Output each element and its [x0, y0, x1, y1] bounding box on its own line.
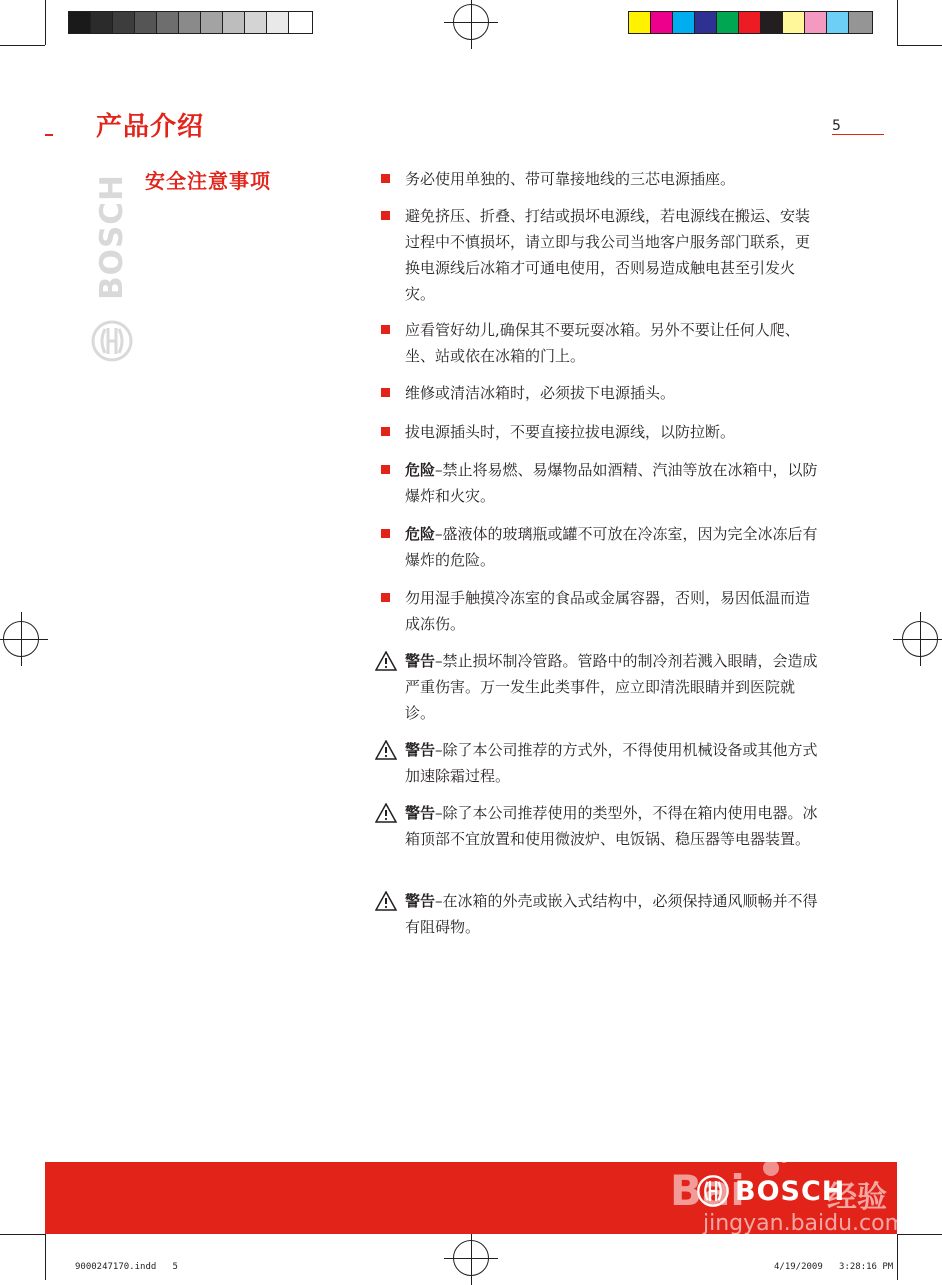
bullet-square-icon — [381, 325, 390, 334]
bullet-square-icon — [381, 211, 390, 220]
list-item: 危险–盛液体的玻璃瓶或罐不可放在冷冻室，因为完全冰冻后有爆炸的危险。 — [375, 521, 820, 573]
warning-triangle-icon — [375, 891, 397, 911]
warning-triangle-icon — [375, 740, 397, 760]
warning-triangle-icon — [375, 803, 397, 823]
bullet-square-icon — [381, 529, 390, 538]
header-left-tick — [45, 134, 53, 136]
list-item: 警告–禁止损坏制冷管路。管路中的制冷剂若溅入眼睛，会造成严重伤害。万一发生此类事件，应立即清洗眼睛并到医院就诊。 — [375, 648, 820, 726]
watermark-paw-icon — [751, 1142, 791, 1182]
section-title: 产品介绍 — [96, 112, 205, 142]
sidebar-brand-vertical — [96, 174, 128, 300]
bullet-square-icon — [381, 174, 390, 183]
list-item: 危险–禁止将易燃、易爆物品如酒精、汽油等放在冰箱中，以防爆炸和火灾。 — [375, 457, 820, 509]
footer-brand: BOSCH — [735, 1176, 846, 1207]
bullet-square-icon — [381, 427, 390, 436]
bullet-square-icon — [381, 388, 390, 397]
header-right-rule — [832, 134, 884, 135]
watermark-url: jingyan.baidu.com — [703, 1211, 907, 1236]
sidebar-brand-text: BOSCH — [94, 173, 130, 300]
list-item: 应看管好幼儿,确保其不要玩耍冰箱。另外不要让任何人爬、坐、站或依在冰箱的门上。 — [375, 317, 820, 369]
footer-band — [45, 1162, 907, 1236]
list-item: 勿用湿手触摸冷冻室的食品或金属容器，否则，易因低温而造成冻伤。 — [375, 585, 820, 637]
registration-mark-left — [3, 621, 39, 657]
slug-left: 9000247170.indd 5 — [75, 1262, 178, 1272]
subsection-title: 安全注意事项 — [145, 169, 271, 193]
list-item: 务必使用单独的、带可靠接地线的三芯电源插座。 — [375, 166, 820, 192]
list-item: 拔电源插头时，不要直接拉拔电源线，以防拉断。 — [375, 419, 820, 445]
list-item: 警告–除了本公司推荐使用的类型外，不得在箱内使用电器。冰箱顶部不宜放置和使用微波炉、电饭锅、稳压器等电器装置。 — [375, 800, 820, 852]
slug-right: 4/19/2009 3:28:16 PM — [774, 1262, 894, 1272]
list-item: 维修或清洁冰箱时，必须拔下电源插头。 — [375, 380, 820, 406]
warning-triangle-icon — [375, 651, 397, 671]
bullet-square-icon — [381, 465, 390, 474]
list-item: 警告–在冰箱的外壳或嵌入式结构中，必须保持通风顺畅并不得有阻碍物。 — [375, 888, 820, 940]
bosch-armature-logo-icon — [696, 1174, 730, 1208]
list-item: 警告–除了本公司推荐的方式外，不得使用机械设备或其他方式加速除霜过程。 — [375, 737, 820, 789]
registration-mark-top — [453, 4, 489, 40]
list-item: 避免挤压、折叠、打结或损坏电源线，若电源线在搬运、安装过程中不慎损坏，请立即与我公司当地客户服务部门联系，更换电源线后冰箱才可通电使用，否则易造成触电甚至引发火灾。 — [375, 203, 820, 307]
registration-mark-bottom — [453, 1240, 489, 1276]
watermark-cn: 经验 — [827, 1180, 887, 1215]
watermark-text: Bai — [670, 1166, 745, 1215]
bosch-armature-logo-icon — [90, 319, 134, 363]
bullet-square-icon — [381, 593, 390, 602]
registration-mark-right — [902, 621, 938, 657]
page-number: 5 — [832, 118, 841, 134]
